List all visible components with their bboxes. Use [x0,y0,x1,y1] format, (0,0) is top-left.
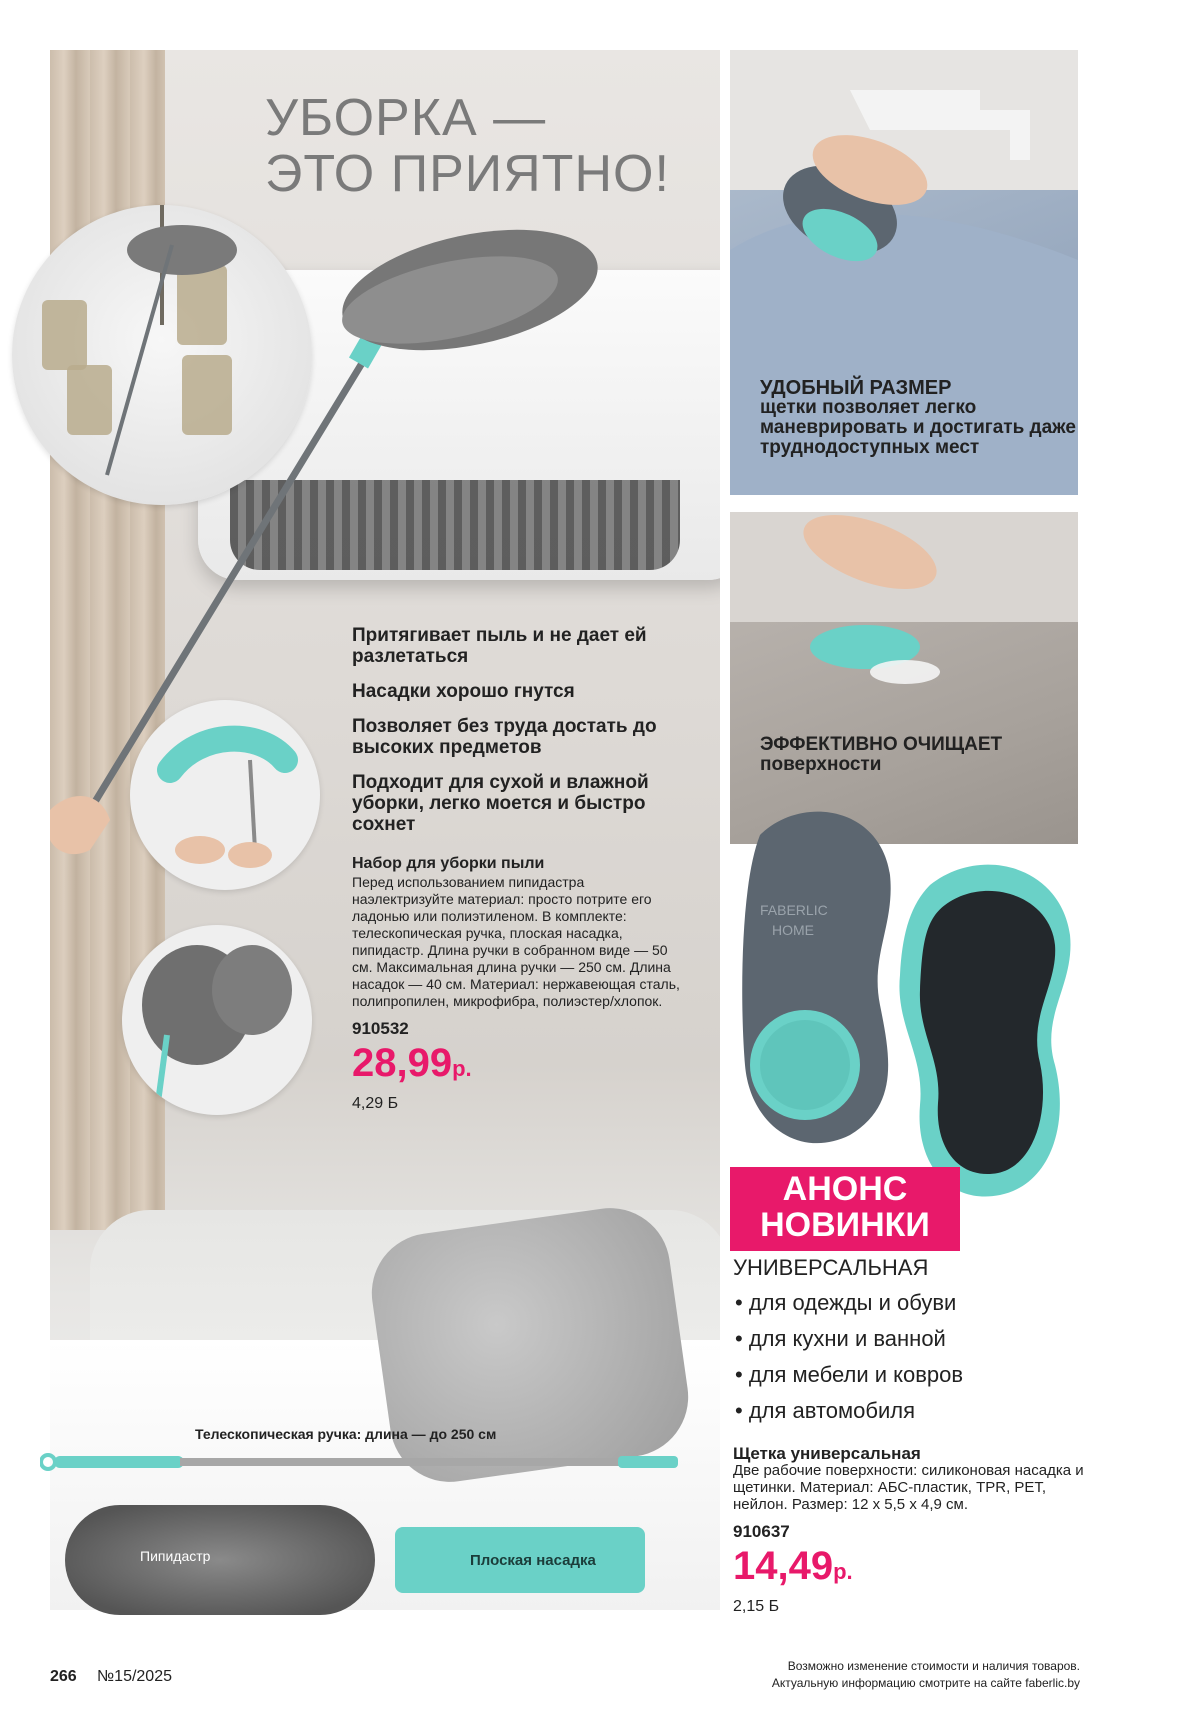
brand-line-1: FABERLIC [760,902,828,918]
pillow-image [364,1200,696,1489]
new-product-badge [730,1167,960,1251]
flat-nozzle-label: Плоская насадка [470,1552,596,1569]
universal-title: УНИВЕРСАЛЬНАЯ [733,1255,929,1280]
product-description: Две рабочие поверхности: силиконовая насадка и щетинки. Материал: АБС-пластик, TPR, PET, нейлон. Размер: 12 х 5,5 х 4,9 см. [733,1462,1084,1513]
brand-line-2: HOME [772,922,814,938]
product-name: Щетка универсальная [733,1444,921,1463]
product-price [733,1544,1093,1594]
footer-note-line-2: Актуальную информацию смотрите на сайте faberlic.by [771,1676,1080,1690]
sofa-photo-caption [760,735,1010,775]
page-number: 266 [50,1668,77,1685]
duster-refill-image [65,1505,375,1615]
uses-list [735,1290,1095,1434]
flat-nozzle-circle-image [130,700,320,890]
sofa-cleaning-photo [730,512,1078,844]
flat-nozzle-icon [130,700,320,890]
price-currency: р. [833,1559,853,1584]
product-dust-kit [352,855,682,1112]
feature-item: Притягивает пыль и не дает ей разлетаться [352,625,647,667]
telescopic-handle-label: Телескопическая ручка: длина — до 250 см [195,1426,497,1442]
page-headline [265,90,685,202]
chandelier-icon [12,205,312,505]
product-universal-brush [733,1445,1093,1615]
product-points: 4,29 Б [352,1095,399,1112]
duster-head-icon [122,925,312,1115]
telescopic-handle-image [40,1452,680,1472]
shirt-photo-caption [760,378,1080,458]
headline-line-2: ЭТО ПРИЯТНО! [265,145,670,203]
brush-on-sofa-image [730,512,1078,844]
chandelier-circle-image [12,205,312,505]
feature-item: Подходит для сухой и влажной уборки, легко моется и быстро сохнет [352,772,649,835]
use-item: • для одежды и обуви [735,1290,1095,1316]
product-code: 910637 [733,1522,790,1541]
footer-note [620,1658,1080,1692]
use-item: • для автомобиля [735,1398,1095,1424]
product-code: 910532 [352,1019,409,1038]
caption-title: ЭФФЕКТИВНО ОЧИЩАЕТ [760,734,1003,755]
price-value: 14,49 [733,1544,834,1588]
product-points: 2,15 Б [733,1598,780,1615]
product-description: Перед использованием пипидастра наэлектризуйте материал: просто потрите его ладонью или полиэтиленом. В комплекте: телескопическая ручка, плоская насадка, пипидастр. Длина ручки в собранном виде — 50 см. Максимальная длина ручки — 250 см. Длина насадок — 40 см. Материал: нержавеющая сталь, полипропилен, микрофибра, полиэстер/хлопок. [352,874,680,1009]
caption-text: щетки позволяет легко маневрировать и достигать даже труднодоступных мест [760,397,1076,458]
feature-item: Насадки хорошо гнутся [352,681,575,702]
product-price [352,1041,682,1091]
feature-list [352,625,692,849]
duster-head-circle-image [122,925,312,1115]
feature-item: Позволяет без труда достать до высоких предметов [352,716,657,758]
price-currency: р. [452,1056,472,1081]
badge-line-1: АНОНС [782,1170,908,1208]
price-value: 28,99 [352,1041,453,1085]
use-item: • для мебели и ковров [735,1362,1095,1388]
footer-note-line-1: Возможно изменение стоимости и наличия товаров. [787,1659,1080,1673]
headline-line-1: УБОРКА — [265,89,547,147]
duster-label: Пипидастр [140,1548,211,1564]
issue-number: №15/2025 [97,1668,172,1685]
badge-line-2: НОВИНКИ [760,1206,930,1244]
product-name: Набор для уборки пыли [352,855,545,872]
caption-title: УДОБНЫЙ РАЗМЕР [760,377,952,399]
use-item: • для кухни и ванной [735,1326,1095,1352]
caption-text: поверхности [760,754,882,775]
